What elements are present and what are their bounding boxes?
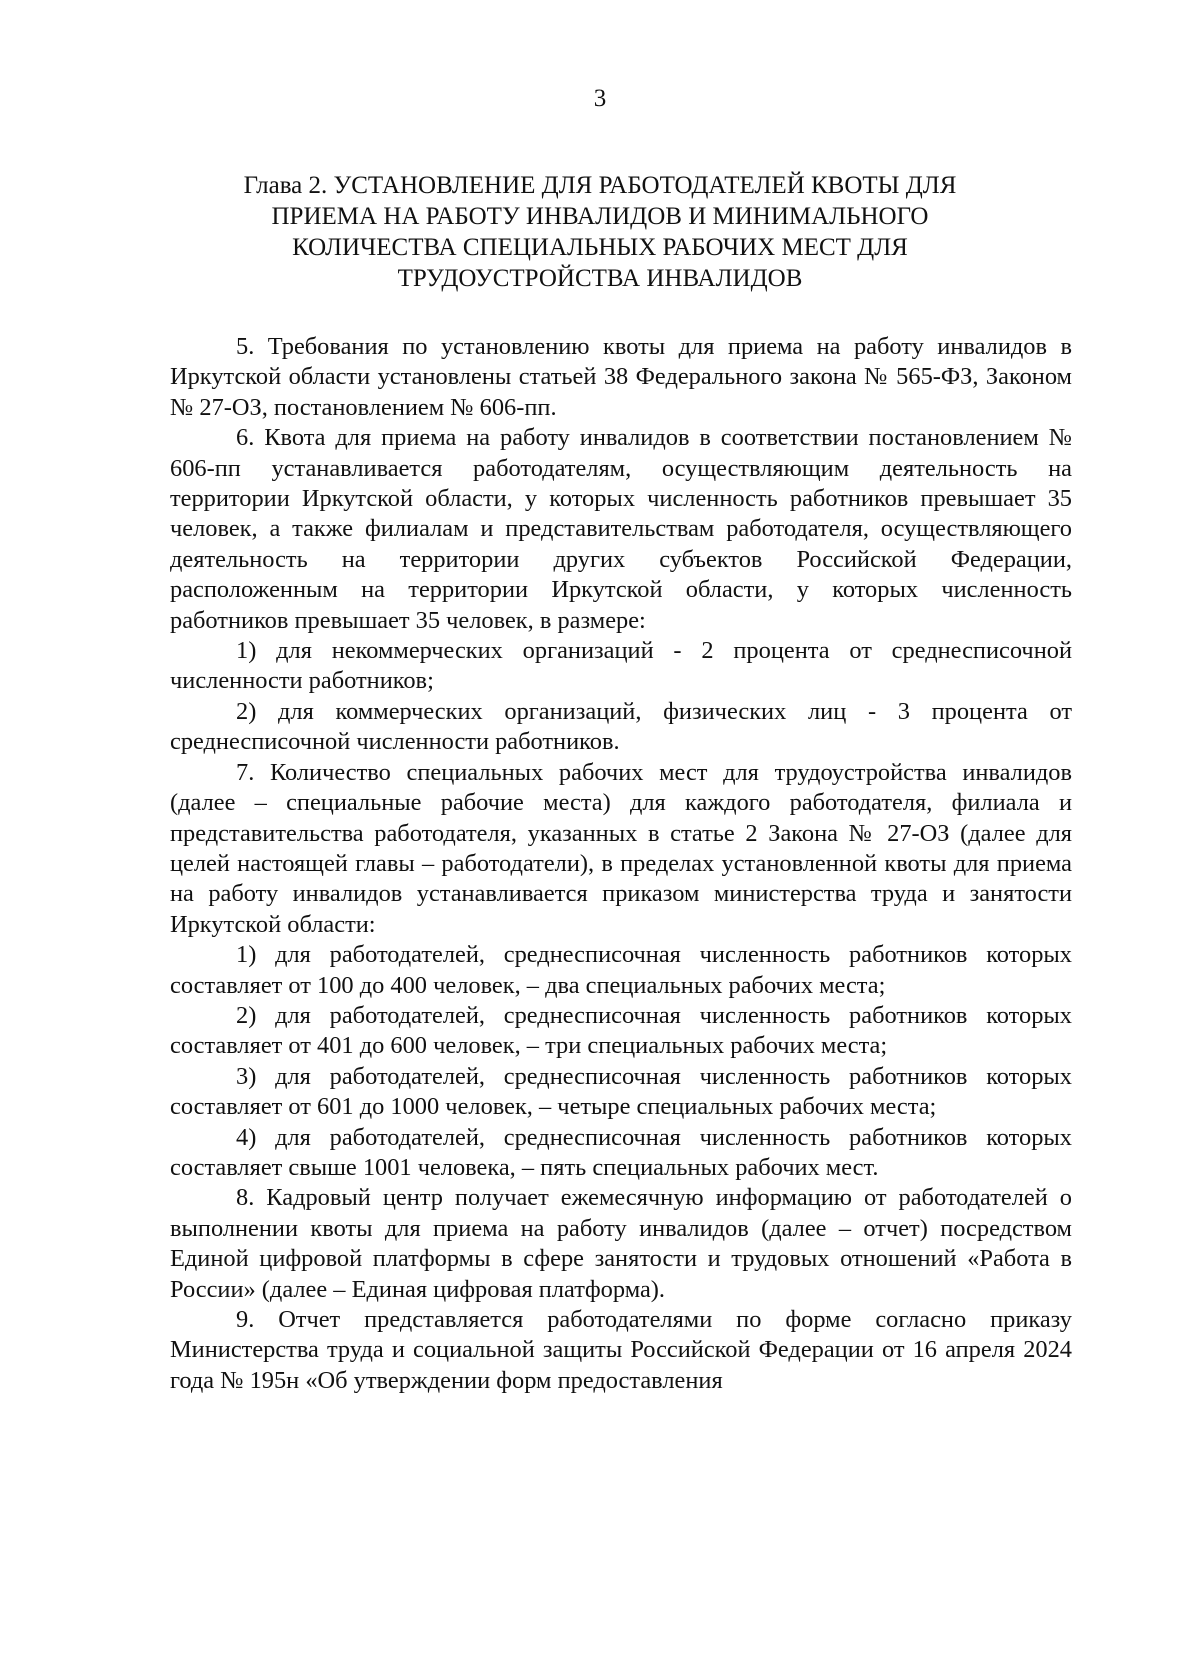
paragraph-7: 7. Количество специальных рабочих мест для трудоустройства инвалидов (далее – специальные рабочие места) для каждого работодателя, филиала и представительства работодателя, указанных в статье 2 Закона № 27-ОЗ (далее для целей настоящей главы – работодатели), в пределах установленной квоты для приема на работу инвалидов устанавливается приказом министерства труда и занятости Иркутской области:	[170, 758, 1072, 938]
paragraph-8: 8. Кадровый центр получает ежемесячную информацию от работодателей о выполнении квоты для приема на работу инвалидов (далее – отчет) посредством Единой цифровой платформы в сфере занятости и трудовых отношений «Работа в России» (далее – Единая цифровая платформа).	[170, 1184, 1072, 1303]
paragraph-7-item-1: 1) для работодателей, среднесписочная численность работников которых составляет от 100 до 400 человек, – два специальных рабочих места;	[170, 941, 1072, 999]
paragraph-7-item-4: 4) для работодателей, среднесписочная численность работников которых составляет свыше 1001 человека, – пять специальных рабочих мест.	[170, 1123, 1072, 1181]
paragraph-6-item-2: 2) для коммерческих организаций, физических лиц - 3 процента от среднесписочной численности работников.	[170, 697, 1072, 756]
paragraph-5: 5. Требования по установлению квоты для приема на работу инвалидов в Иркутской области установлены статьей 38 Федерального закона № 565-ФЗ, Законом № 27-ОЗ, постановлением № 606-пп.	[170, 333, 1072, 421]
paragraph-7-item-2: 2) для работодателей, среднесписочная численность работников которых составляет от 401 до 600 человек, – три специальных рабочих места;	[170, 1001, 1072, 1060]
paragraph-6-item-1: 1) для некоммерческих организаций - 2 процента от среднесписочной численности работников;	[170, 637, 1072, 695]
heading-line: ПРИЕМА НА РАБОТУ ИНВАЛИДОВ И МИНИМАЛЬНОГО	[271, 203, 929, 230]
paragraph-6: 6. Квота для приема на работу инвалидов в соответствии постановлением № 606-пп устанавливается работодателям, осуществляющим деятельность на территории Иркутской области, у которых численность работников превышает 35 человек, а также филиалам и представительствам работодателя, осуществляющего деятельность на территории других субъектов Российской Федерации, расположенным на территории Иркутской области, у которых численность работников превышает 35 человек, в размере:	[170, 424, 1072, 634]
chapter-heading	[180, 170, 1020, 294]
heading-line: ТРУДОУСТРОЙСТВА ИНВАЛИДОВ	[397, 265, 803, 292]
heading-line: КОЛИЧЕСТВА СПЕЦИАЛЬНЫХ РАБОЧИХ МЕСТ ДЛЯ	[292, 234, 908, 261]
paragraph-9: 9. Отчет представляется работодателями по форме согласно приказу Министерства труда и социальной защиты Российской Федерации от 16 апреля 2024 года № 195н «Об утверждении форм предоставления	[170, 1306, 1072, 1394]
heading-line: Глава 2. УСТАНОВЛЕНИЕ ДЛЯ РАБОТОДАТЕЛЕЙ КВОТЫ ДЛЯ	[243, 172, 957, 199]
page-number: 3	[593, 85, 607, 112]
document-body	[170, 332, 1072, 1396]
paragraph-7-item-3: 3) для работодателей, среднесписочная численность работников которых составляет от 601 до 1000 человек, – четыре специальных рабочих места;	[170, 1062, 1072, 1121]
